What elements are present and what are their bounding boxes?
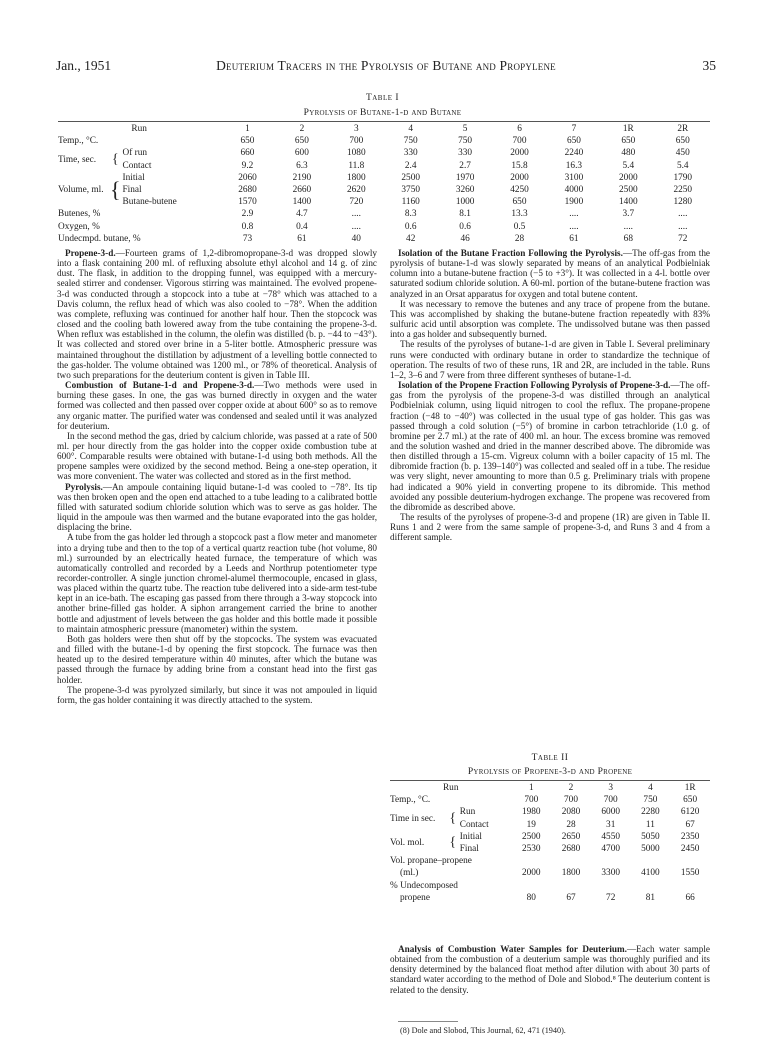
table1-cell: 330 [458, 148, 473, 159]
table1-cell: 750 [403, 136, 418, 147]
table1-row-final [58, 184, 710, 196]
table1-run-number: 5 [462, 124, 468, 134]
table1-cell: 0.5 [513, 221, 526, 232]
table2-row-run [390, 806, 710, 818]
table1-label: Time, sec. [58, 154, 97, 165]
table2-cell: 81 [645, 892, 656, 903]
table1-sublabel: Contact [122, 160, 152, 171]
table1-run-number: 1 [245, 124, 250, 134]
para-text: —An ampoule containing liquid butane-1-d was cooled to −78°. Its tip was then broken open and the open end attached to a tube leading to a calibrated bottle filled with saturated sodium chloride solution which was to serve as gas holder. The liquid in the ampoule was then warmed and the butane evaporated into the gas holder, displacing the brine. [57, 481, 377, 533]
heading-pyrolysis: Pyrolysis. [65, 481, 103, 492]
table1-cell: 1900 [564, 197, 584, 208]
table1-cell: 2000 [619, 172, 638, 183]
table1-subtitle: Pyrolysis of Butane-1-d and Butane [303, 108, 462, 118]
table2-run-number: 2 [568, 783, 574, 793]
table1-cell: 8.1 [459, 209, 471, 220]
table1-cell: 2060 [238, 172, 257, 183]
table2-cell: 2650 [561, 831, 581, 842]
table2-cell: 650 [683, 795, 698, 806]
table2-subtitle: Pyrolysis of Propene-3-d and Propene [467, 767, 633, 777]
table2-sublabel: Run [459, 807, 476, 818]
table1-cell: 2000 [510, 172, 529, 183]
table2-label: % Undecomposed [390, 880, 458, 891]
table1-cell: 1970 [455, 172, 475, 183]
table1-cell: 700 [349, 136, 364, 147]
table1-cell: .... [569, 209, 579, 220]
table2-cell: 2500 [521, 831, 541, 842]
table2-cell: 4700 [601, 844, 620, 855]
para-propene-prep [57, 248, 377, 380]
table1-cell: 720 [349, 197, 364, 208]
table1-row-butane-butene [58, 196, 710, 208]
table2-cell: 66 [685, 892, 695, 903]
table2-row-pp [390, 867, 710, 879]
table1-cell: 4.7 [296, 209, 308, 220]
table1-cell: 4250 [510, 185, 529, 196]
table1-cell: 650 [675, 136, 690, 147]
journal-date: Jan., 1951 [56, 58, 112, 73]
table1-sublabel: Initial [122, 172, 145, 183]
para-pyrolysis [57, 482, 377, 533]
table1-cell: 2.4 [404, 160, 417, 171]
table2-run-number: 1R [684, 783, 696, 793]
table1-cell: 700 [512, 136, 527, 147]
table2-label: Time in sec. [390, 813, 436, 824]
table1-cell: 2620 [347, 185, 366, 196]
table2-sublabel: Initial [459, 831, 482, 842]
table1-row-oxygen [58, 221, 710, 233]
table1-label: Undecmpd. butane, % [58, 233, 141, 244]
heading-butane-isolation: Isolation of the Butane Fraction Following the Pyrolysis. [398, 248, 623, 258]
table2-run-number: 3 [608, 783, 614, 793]
table1-cell: 2660 [292, 185, 312, 196]
table1-row-initial [58, 172, 710, 184]
table1-sublabel: Final [122, 185, 142, 196]
table1-cell: 450 [675, 148, 690, 159]
table2-row-pp-label [390, 855, 710, 867]
table1-cell: .... [678, 221, 688, 232]
table2-cell: 2680 [561, 844, 581, 855]
table1-cell: 650 [240, 136, 255, 147]
table2-cell: 2350 [680, 831, 700, 842]
table2-cell: 6000 [601, 807, 620, 818]
table1-cell: 13.3 [511, 209, 528, 220]
table1-cell: 61 [297, 233, 307, 244]
table1-cell: 8.3 [404, 209, 417, 220]
table1-run-number: 6 [517, 124, 522, 134]
para-second-method: In the second method the gas, dried by calcium chloride, was passed at a rate of 500 ml. per hour directly from the gas holder into the copper oxide combustion tube at 600°. Comparable results were obtained with butane-1-d using both methods. All the propene samples were oxidized by the second method. Being a one-step operation, it was more convenient. The water was collected and stored as in the first method. [57, 430, 377, 482]
para-butane-results: The results of the pyrolyses of butane-1-d are given in Table I. Several preliminary runs were conducted with ordinary butane in order to standardize the technique of operation. The results of two of these runs, 1R and 2R, are included in the table. Runs 1–2, 3–6 and 7 were from three different syntheses of butane-1-d. [390, 339, 710, 380]
brace-icon: { [449, 810, 457, 826]
table1-cell: 1790 [673, 172, 693, 183]
table1-cell: 660 [240, 148, 255, 159]
table1-cell: 61 [569, 233, 579, 244]
table1-run-number: 1R [622, 124, 634, 134]
table1-cell: 2500 [401, 172, 420, 183]
heading-propene-3-d: Propene-3-d. [65, 248, 116, 258]
table1-cell: 1400 [619, 197, 638, 208]
table1-cell: 40 [351, 233, 361, 244]
table2-cell: 2080 [561, 807, 581, 818]
table2-label: Temp., °C. [390, 795, 431, 806]
table2-cell: 700 [524, 795, 539, 806]
table2-cell: 1800 [561, 868, 581, 879]
table1-run-number: 2 [299, 124, 305, 134]
table1-cell: 16.3 [565, 160, 583, 171]
right-column-bottom [390, 944, 710, 995]
page-number: 35 [702, 58, 716, 73]
heading-combustion: Combustion of Butane-1-d and Propene-3-d. [65, 380, 255, 391]
table2-cell: 1550 [680, 868, 700, 879]
table2-title: Table II [531, 753, 569, 763]
table2-header-row [390, 782, 710, 794]
table2-cell: 28 [566, 819, 576, 830]
table1-cell: 5.4 [676, 160, 689, 171]
right-column-top [390, 248, 710, 543]
table2-cell: 31 [606, 819, 616, 830]
table2-sublabel: Contact [459, 819, 489, 830]
para-text: —Fourteen grams of 1,2-dibromopropane-3-d was dropped slowly into a flask containing 200 ml. of refluxing absolute ethyl alcohol and 14 g. of zinc dust. The flask, in addition to the dropping funnel, was equipped with a mercury-sealed stirrer and condenser. Vigorous stirring was maintained. The evolved propene-3-d was conducted through a stopcock into a tube at −78° which was attached to a Davis column, the reflux head of which was also cooled to −78°. When the addition was complete, refluxing was continued for another half hour. Then the stopcock was closed and the cooling bath lowered away from the tube containing the propene-3-d. When reflux was established in the column, the olefin was distilled (b. p. −44 to −43°). It was collected and stored over brine in a 5-liter bottle. Atmospheric pressure was maintained throughout the distillation by adjustment of a levelling bottle connected to the gas-holder. The volume obtained was 1200 ml., or 78% of theoretical. Analysis of two such preparations for the deuterium content is given in Table III. [57, 248, 377, 380]
table1-cell: 9.2 [241, 160, 254, 171]
para-text: —Two methods were used in burning these gases. In one, the gas was burned directly in oxygen and the water formed was collected and then passed over copper oxide at about 600° so as to remove any organic matter. The purified water was condensed and sealed until it was analyzed for deuterium. [57, 380, 377, 431]
table1-cell: 750 [458, 136, 473, 147]
table2-cell: 19 [526, 819, 536, 830]
table1-cell: .... [351, 209, 361, 220]
table2-cell: 700 [603, 795, 618, 806]
table1-cell: 6.3 [296, 160, 308, 171]
table2-label: propene [400, 892, 430, 903]
para-text: —The off-gas from the pyrolysis of the propene-3-d was distilled through an analytical Podbielniak column, using liquid nitrogen to cool the reflux. The propane-propene fraction (−48 to −40°) was collected in the usual type of gas holder. This gas was passed through a cold solution (−5°) of bromine in carbon tetrachloride (1.0 g. of bromine per 2.7 ml.) at the rate of 400 ml. an hour. The excess bromine was removed and the solution washed and dried in the manner described above. The dibromide was then distilled through a 15-cm. Vigreux column with a boiler capacity of 15 ml. The dibromide fraction (b. p. 139–140°) was collected and sealed off in a tube. The residue was very slight, never amounting to more than 0.5 g. Preliminary trials with propene had indicated a 90% yield in converting propene to its dibromide. This method avoided any possible deuterium-hydrogen exchange. The propene was recovered from the dibromide as described above. [390, 380, 710, 512]
table1-row-butenes [58, 208, 710, 220]
table2-cell: 11 [645, 819, 655, 830]
para-combustion [57, 380, 377, 431]
para-text: —The off-gas from the pyrolysis of butane-1-d was slowly separated by means of an analytical Podbielniak column into a butane-butene fraction (−5 to +3°). It was collected in a 4-l. bottle over saturated sodium chloride solution. A 60-ml. portion of the butane-butene fraction was analyzed in an Orsat apparatus for oxygen and total butene content. [390, 248, 710, 299]
table2-cell: 2450 [680, 844, 700, 855]
table2-run-number: 1 [528, 783, 534, 793]
table2-cell: 1980 [521, 807, 541, 818]
para-apparatus: A tube from the gas holder led through a stopcock past a flow meter and manometer into a drying tube and then to the top of a vertical quartz reaction tube (hot volume, 80 ml.) surrounded by an electrically heated furnace, the temperature of which was automatically controlled and recorded by a Leeds and Northrup potentiometer type recorder-controller. A single junction chromel-alumel thermocouple, encased in glass, was placed within the quartz tube. The reaction tube delivered into a side-arm test-tube kept in an ice-bath. The escaping gas passed from there through a 3-way stopcock into another brine-filled gas holder. A siphon arrangement carried the brine to another bottle and adjustment of levels between the gas holder and this bottle made it possible to maintain atmospheric pressure (manometer) within the system. [57, 532, 377, 634]
table2-cell: 67 [685, 819, 695, 830]
left-column [57, 248, 377, 705]
table1-cell: 3750 [401, 185, 420, 196]
para-propene-pyrolysis: The propene-3-d was pyrolyzed similarly, but since it was not ampouled in liquid form, the gas holder containing it was directly attached to the system. [57, 684, 377, 705]
table2-top-rule [390, 780, 710, 781]
table1-cell: 2190 [292, 172, 312, 183]
table1-cell: 68 [623, 233, 633, 244]
table2-cell: 3300 [601, 868, 620, 879]
table2-row-und [390, 892, 710, 904]
table1-cell: 3.7 [622, 209, 635, 220]
table1-cell: 1080 [347, 148, 366, 159]
heading-propene-isolation: Isolation of the Propene Fraction Following Pyrolysis of Propene-3-d. [398, 380, 671, 391]
brace-icon: { [109, 177, 121, 203]
table1-cell: 650 [294, 136, 309, 147]
table1-cell: 1280 [673, 197, 693, 208]
table2-row-initial [390, 831, 710, 843]
table1-sublabel: Butane-butene [122, 197, 177, 208]
table1-cell: 2680 [238, 185, 257, 196]
table1-label: Volume, ml. [58, 185, 104, 196]
table1-cell: .... [678, 209, 688, 220]
table1-cell: 3260 [455, 185, 475, 196]
table1-cell: 3100 [564, 172, 584, 183]
table2-cell: 2000 [521, 868, 541, 879]
table1-top-rule [58, 121, 710, 122]
table1-cell: 28 [514, 233, 525, 244]
table1-cell: 0.4 [296, 221, 308, 232]
table2 [390, 782, 710, 904]
table2-label: Vol. mol. [390, 837, 425, 848]
table1-cell: 1400 [292, 197, 312, 208]
table2-row-und-label [390, 880, 710, 892]
table1-cell: 5.4 [622, 160, 635, 171]
table1-cell: 72 [678, 233, 688, 244]
para-butane-isolation [390, 248, 710, 299]
heading-water-analysis: Analysis of Combustion Water Samples for Deuterium. [398, 944, 627, 954]
table1-header-row [58, 123, 710, 135]
table1-cell: 650 [621, 136, 636, 147]
table1-label: Temp., °C. [58, 136, 99, 147]
table1-cell: 1160 [401, 197, 420, 208]
table1-cell: .... [623, 221, 633, 232]
table1-cell: 73 [242, 233, 253, 244]
table1-row-temp [58, 135, 710, 147]
table1-run-header: Run [131, 124, 147, 134]
para-text: —Each water sample obtained from the combustion of a deuterium sample was thoroughly purified and its density determined by the balanced float method after dilution with about 30 parts of standard water according to the method of Dole and Slobod.⁸ The deuterium content is related to the density. [390, 944, 710, 995]
table1-cell: 15.8 [511, 160, 528, 171]
table1-cell: 4000 [564, 185, 584, 196]
table1-cell: 650 [512, 197, 527, 208]
table1-title: Table I [365, 93, 400, 103]
table1-label: Butenes, % [58, 209, 101, 220]
table1-row-of-run [58, 147, 710, 159]
table1-cell: 0.8 [241, 221, 254, 232]
table2-cell: 4100 [641, 868, 660, 879]
table2-cell: 4550 [601, 831, 620, 842]
footnote-rule [398, 1021, 458, 1022]
table2-cell: 5050 [641, 831, 660, 842]
table1-cell: 1800 [347, 172, 366, 183]
table1-sublabel: Of run [122, 148, 148, 159]
table2-row-temp [390, 794, 710, 806]
table2-cell: 2530 [521, 844, 541, 855]
brace-icon: { [449, 835, 457, 851]
table2-cell: 750 [643, 795, 658, 806]
table2-run-number: 4 [648, 783, 653, 793]
table1-cell: 1570 [238, 197, 257, 208]
table1-cell: 2.9 [241, 209, 254, 220]
table1 [58, 123, 710, 245]
table2-sublabel: Final [459, 844, 479, 855]
table1-cell: 0.6 [404, 221, 417, 232]
table1-row-contact [58, 160, 710, 172]
table2-label: Vol. propane–propene [390, 856, 472, 867]
para-remove-butenes: It was necessary to remove the butenes and any trace of propene from the butane. This was accomplished by shaking the butane-butene fraction repeatedly with 83% sulfuric acid until absorption was complete. The undissolved butane was then passed into a gas holder and subsequently burned. [390, 298, 710, 340]
footnote: (8) Dole and Slobod, This Journal, 62, 471 (1940). [400, 1026, 566, 1035]
table2-cell: 2280 [641, 807, 660, 818]
table1-cell: 480 [621, 148, 636, 159]
table1-cell: 42 [406, 233, 416, 244]
table1-run-number: 7 [571, 124, 577, 134]
table1-cell: .... [351, 221, 361, 232]
table1-label: Oxygen, % [58, 221, 100, 232]
running-title: Deuterium Tracers in the Pyrolysis of Butane and Propylene [216, 58, 556, 73]
table1-cell: 46 [460, 233, 470, 244]
table2-cell: 700 [564, 795, 578, 806]
para-propene-results: The results of the pyrolyses of propene-3-d and propene (1R) are given in Table II. Runs 1 and 2 were from the same sample of propene-3-d, and Runs 3 and 4 from a different sample. [390, 512, 710, 543]
para-water-analysis [390, 944, 710, 995]
table1-cell: 2250 [673, 185, 693, 196]
table2-cell: 5000 [641, 844, 660, 855]
table1-cell: .... [569, 221, 579, 232]
table2-cell: 6120 [680, 807, 700, 818]
table1-run-number: 4 [408, 124, 414, 134]
table2-cell: 80 [526, 892, 536, 903]
table1-cell: 1000 [455, 197, 475, 208]
table1-cell: 2.7 [459, 160, 471, 171]
table1-cell: 11.8 [348, 160, 365, 171]
para-gas-holders: Both gas holders were then shut off by the stopcocks. The system was evacuated and filled with the butane-1-d by opening the first stopcock. The furnace was then heated up to the desired temperature within 40 minutes, after which the butane was passed through the furnace by adding brine from a constant head into the first gas holder. [57, 633, 377, 685]
table1-cell: 2240 [564, 148, 584, 159]
brace-icon: { [111, 151, 119, 167]
running-header [56, 58, 716, 78]
table2-label: (ml.) [400, 868, 419, 879]
para-propene-isolation [390, 380, 710, 512]
table2-cell: 67 [566, 892, 576, 903]
table2-cell: 72 [606, 892, 616, 903]
table1-cell: 2000 [510, 148, 529, 159]
table1-run-number: 3 [353, 124, 359, 134]
table1-cell: 0.6 [459, 221, 471, 232]
table1-cell: 2500 [619, 185, 638, 196]
table1-cell: 330 [403, 148, 418, 159]
table1-run-number: 2R [677, 124, 689, 134]
table2-run-header: Run [442, 783, 459, 793]
table1-cell: 650 [566, 136, 581, 147]
table1-cell: 600 [294, 148, 309, 159]
table1-row-undecmpd [58, 233, 710, 245]
